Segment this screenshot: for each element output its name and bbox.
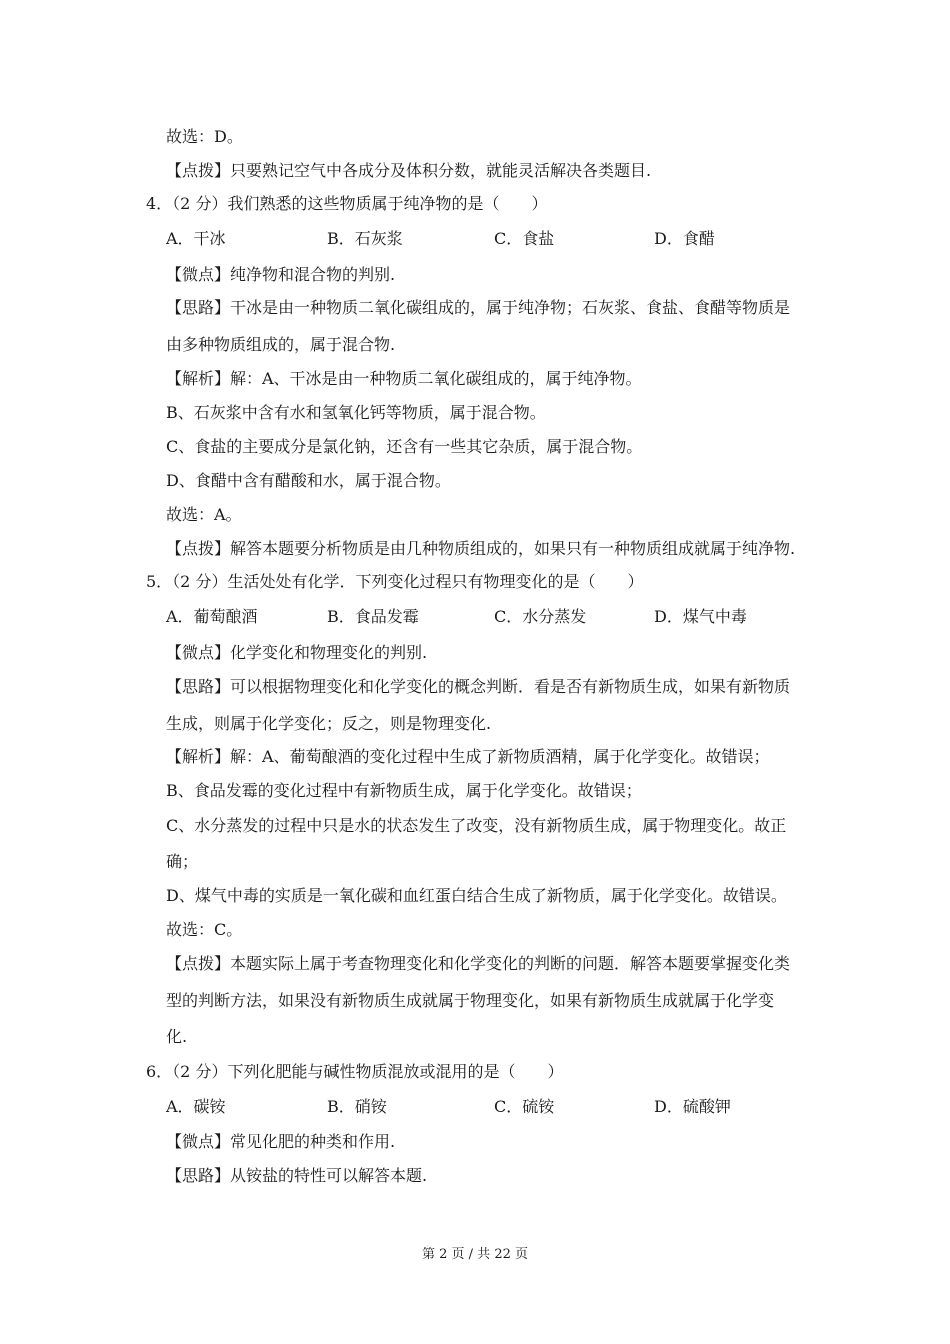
approach-line: 【思路】可以根据物理变化和化学变化的概念判断．看是否有新物质生成，如果有新物质 [166, 677, 791, 696]
question-5-option-c: C．水分蒸发 [494, 607, 587, 626]
answer-line: 故选：D。 [166, 127, 243, 146]
knowledge-point-line: 【微点】化学变化和物理变化的判别. [166, 643, 428, 662]
analysis-line: B、食品发霉的变化过程中有新物质生成，属于化学变化。故错误； [166, 781, 642, 800]
analysis-line: 确； [166, 852, 199, 871]
tip-line: 【点拨】只要熟记空气中各成分及体积分数，就能灵活解决各类题目. [166, 161, 652, 180]
tip-line: 【点拨】解答本题要分析物质是由几种物质组成的，如果只有一种物质组成就属于纯净物. [166, 539, 796, 558]
question-4-option-b: B．石灰浆 [327, 229, 403, 248]
tip-line: 型的判断方法，如果没有新物质生成就属于物理变化，如果有新物质生成就属于化学变 [166, 991, 775, 1010]
analysis-line: 【解析】解：A、葡萄酿酒的变化过程中生成了新物质酒精，属于化学变化。故错误； [166, 747, 770, 766]
approach-line: 【思路】干冰是由一种物质二氧化碳组成的，属于纯净物；石灰浆、食盐、食醋等物质是 [166, 298, 791, 317]
question-5-option-a: A．葡萄酿酒 [166, 607, 258, 626]
approach-line: 生成，则属于化学变化；反之，则是物理变化. [166, 714, 492, 733]
analysis-line: C、食盐的主要成分是氯化钠，还含有一些其它杂质，属于混合物。 [166, 437, 643, 456]
page-footer: 第 2 页 / 共 22 页 [422, 1247, 528, 1262]
approach-line: 【思路】从铵盐的特性可以解答本题. [166, 1166, 428, 1185]
analysis-line: 【解析】解：A、干冰是由一种物质二氧化碳组成的，属于纯净物。 [166, 369, 642, 388]
question-6-option-d: D．硫酸钾 [654, 1097, 731, 1116]
approach-line: 由多种物质组成的，属于混合物. [166, 335, 396, 354]
analysis-line: D、食醋中含有醋酸和水，属于混合物。 [166, 471, 451, 490]
analysis-line: B、石灰浆中含有水和氢氧化钙等物质，属于混合物。 [166, 403, 546, 422]
question-4-option-d: D．食醋 [654, 229, 715, 248]
knowledge-point-line: 【微点】纯净物和混合物的判别. [166, 265, 396, 284]
question-4-stem: 4．（2 分）我们熟悉的这些物质属于纯净物的是（ ） [146, 194, 548, 213]
question-6-option-c: C．硫铵 [494, 1097, 555, 1116]
question-6-option-b: B．硝铵 [327, 1097, 387, 1116]
question-5-option-b: B．食品发霉 [327, 607, 419, 626]
question-5-option-d: D．煤气中毒 [654, 607, 747, 626]
question-4-option-c: C．食盐 [494, 229, 555, 248]
tip-line: 化. [166, 1027, 188, 1046]
tip-line: 【点拨】本题实际上属于考查物理变化和化学变化的判断的问题．解答本题要掌握变化类 [166, 954, 791, 973]
question-5-stem: 5．（2 分）生活处处有化学．下列变化过程只有物理变化的是（ ） [146, 572, 644, 591]
question-6-option-a: A．碳铵 [166, 1097, 226, 1116]
analysis-line: C、水分蒸发的过程中只是水的状态发生了改变，没有新物质生成，属于物理变化。故正 [166, 816, 787, 835]
knowledge-point-line: 【微点】常见化肥的种类和作用. [166, 1132, 396, 1151]
question-6-stem: 6．（2 分）下列化肥能与碱性物质混放或混用的是（ ） [146, 1062, 564, 1081]
question-4-option-a: A．干冰 [166, 229, 226, 248]
answer-line: 故选：A。 [166, 505, 242, 524]
analysis-line: D、煤气中毒的实质是一氧化碳和血红蛋白结合生成了新物质，属于化学变化。故错误。 [166, 886, 787, 905]
answer-line: 故选：C。 [166, 920, 243, 939]
